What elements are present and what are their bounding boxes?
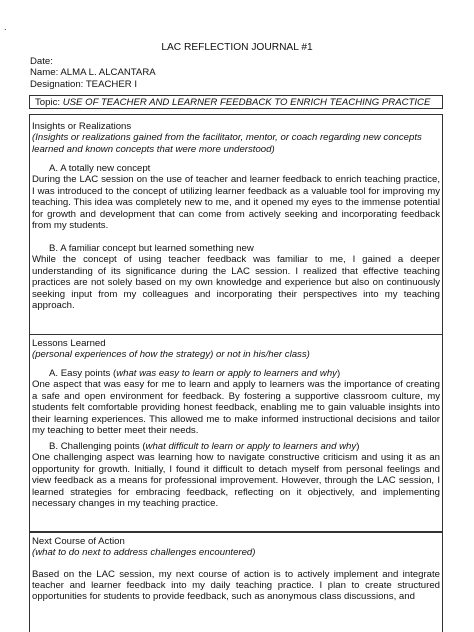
designation-line: Designation: TEACHER I <box>30 78 137 90</box>
topic-box <box>29 95 443 109</box>
lessons-a-text: One aspect that was easy for me to learn and apply to learners was the importance of creating a safe and open environment for feedback. By fostering a supportive classroom culture, my students felt comfortable providing honest feedback, enabling me to gain valuable insights into their learning experiences. This allowed me to make informed instructional decisions and tailor my teaching to better meet their needs. <box>32 379 440 437</box>
lessons-b-heading: B. Challenging points (what difficult to learn or apply to learners and why) <box>49 441 360 452</box>
next-action-text: Based on the LAC session, my next course of action is to actively implement and integrate teacher and learner feedback into my daily teaching practice. I plan to create structured opportunities for students to provide feedback, such as anonymous class discussions, and <box>32 568 440 603</box>
next-action-section <box>29 532 443 632</box>
next-action-heading: Next Course of Action <box>32 536 125 547</box>
next-action-subheading: (what to do next to address challenges encountered) <box>32 547 256 559</box>
name-line: Name: ALMA L. ALCANTARA <box>30 67 156 79</box>
page-title: LAC REFLECTION JOURNAL #1 <box>161 42 313 53</box>
insights-section <box>29 114 443 334</box>
insights-b-text: While the concept of using teacher feedback was familiar to me, I gained a deeper understanding of its significance during the LAC session. I realized that effective teaching practices are not solely based on my own knowledge and experience but also on continuously seeking input from my colleagues and incorporating their perspectives into my teaching approach. <box>32 254 440 312</box>
lessons-subheading: (personal experiences of how the strategy) or not in his/her class) <box>32 349 310 361</box>
date-label: Date: <box>30 56 53 67</box>
lessons-section <box>29 334 443 532</box>
corner-mark: . <box>4 22 7 32</box>
topic-label: Topic: <box>35 97 63 108</box>
topic-text: USE OF TEACHER AND LEARNER FEEDBACK TO ENRICH TEACHING PRACTICE <box>62 97 431 108</box>
insights-heading: Insights or Realizations <box>32 121 132 132</box>
lessons-b-text: One challenging aspect was learning how to navigate constructive criticism and using it as an opportunity for growth. Initially, I found it difficult to detach myself from personal feelings and view feedback as a means for professional improvement. However, through the LAC session, I learned strategies for embracing feedback, reflecting on it objectively, and implementing necessary changes in my teaching practice. <box>32 452 440 510</box>
header-info <box>30 56 156 90</box>
insights-b-heading: B. A familiar concept but learned something new <box>49 243 254 254</box>
lessons-a-heading: A. Easy points (what was easy to learn or apply to learners and why) <box>49 368 341 379</box>
insights-subheading: (Insights or realizations gained from the facilitator, mentor, or coach regarding new concepts learned and known concepts that were more understood) <box>32 132 422 155</box>
insights-a-heading: A. A totally new concept <box>49 163 151 174</box>
insights-a-text: During the LAC session on the use of teacher and learner feedback to enrich teaching practice, I was introduced to the concept of utilizing learner feedback as a valuable tool for improving my teaching. This idea was completely new to me, and it opened my eyes to the immense potential for growth and development that can come from actively seeking and incorporating feedback from my students. <box>32 174 440 232</box>
lessons-heading: Lessons Learned <box>32 338 106 349</box>
